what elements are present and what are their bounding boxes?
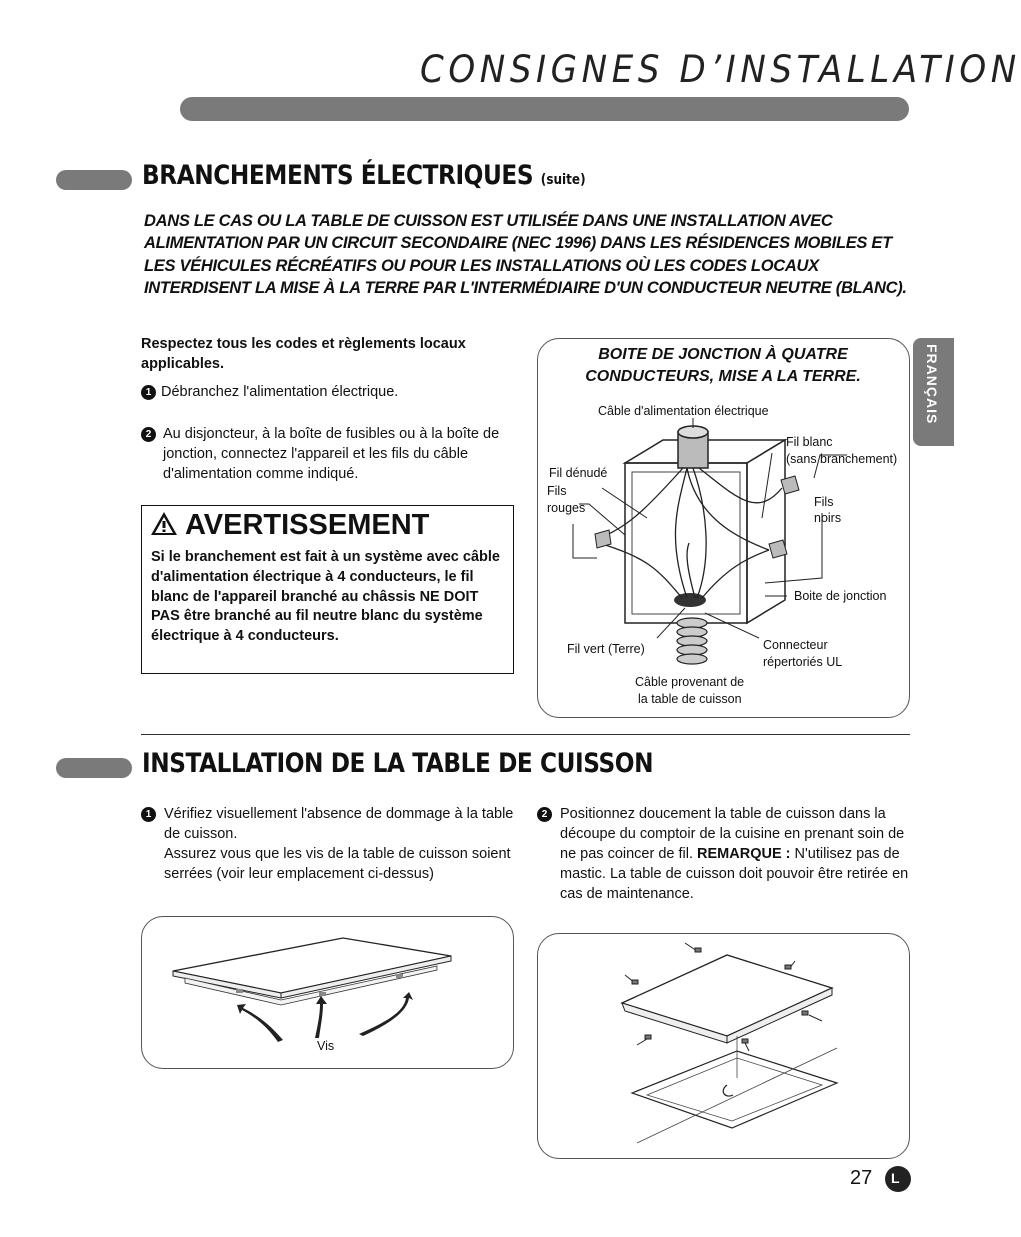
label-cooktop-cable-2: la table de cuisson <box>638 692 742 706</box>
label-white-wire: Fil blanc <box>786 435 833 449</box>
intro-paragraph: DANS LE CAS OU LA TABLE DE CUISSON EST UTILISÉE DANS UNE INSTALLATION AVEC ALIMENTATION PAR UN CIRCUIT SECONDAIRE (NEC 1996) DANS LES RÉSIDENCES MOBILES ET LES VÉHICULES RÉCRÉATIFS OU POUR LES INSTALLATIONS OÙ LES CODES LOCAUX INTERDISENT LA MISE À LA TERRE PAR L'INTERMÉDIAIRE D'UN CONDUCTEUR NEUTRE (BLANC). <box>144 212 907 297</box>
step-text: Positionnez doucement la table de cuisson dans la découpe du comptoir de la cuisine en prenant soin de ne pas coincer de fil. <box>560 806 905 862</box>
step-1 <box>141 382 521 402</box>
label-red-wires-2: rouges <box>547 501 586 515</box>
cooktop-placement-illustration <box>537 933 910 1159</box>
junction-box-illustration <box>537 338 910 718</box>
step-number: 1 <box>141 385 156 400</box>
warning-title <box>150 509 429 542</box>
warning-title-text: AVERTISSEMENT <box>184 509 430 541</box>
label-screw: Vis <box>317 1039 335 1053</box>
language-tab <box>913 338 954 446</box>
step-number: 1 <box>141 807 156 822</box>
label-connector: Connecteur <box>763 638 828 652</box>
label-black-wires: Fils <box>814 495 834 509</box>
section-marker <box>56 758 132 778</box>
step-text: Vérifiez visuellement l'absence de dommage à la table de cuisson. <box>164 806 514 842</box>
warning-text: Si le branchement est fait à un système avec câble d'alimentation électrique à 4 conducteurs, le fil blanc de l'appareil branché au châssis NE DOIT PAS être branché au fil neutre blanc du système électrique à 4 conducteurs. <box>151 549 500 645</box>
label-white-wire-note: (sans branchement) <box>786 452 898 466</box>
lg-logo <box>885 1166 911 1192</box>
label-red-wires: Fils <box>547 484 567 498</box>
section-divider <box>141 734 910 735</box>
label-green-wire: Fil vert (Terre) <box>567 642 645 656</box>
section-title-suffix: (suite) <box>540 172 586 188</box>
step-number: 2 <box>141 427 156 442</box>
section-title-text: BRANCHEMENTS ÉLECTRIQUES <box>142 160 534 191</box>
step-text-2: Assurez vous que les vis de la table de cuisson soient serrées (voir leur emplacement ci-dessus) <box>164 846 511 882</box>
step-2 <box>141 424 521 484</box>
warning-triangle-icon <box>150 511 178 536</box>
step-text: Débranchez l'alimentation électrique. <box>161 384 399 400</box>
language-tab-label: FRANÇAIS <box>924 344 940 425</box>
label-power-cable: Câble d'alimentation électrique <box>598 404 769 418</box>
header-bar <box>180 97 909 121</box>
remark-text: N'utilisez pas de mastic. La table de cuisson doit pouvoir être retirée en cas de maintenance. <box>560 846 909 902</box>
label-bare-wire: Fil dénudé <box>549 466 608 480</box>
install-step-1 <box>141 804 516 884</box>
label-junction-box: Boite de jonction <box>794 589 887 603</box>
step-number: 2 <box>537 807 552 822</box>
label-cooktop-cable: Câble provenant de <box>635 675 745 689</box>
codes-note: Respectez tous les codes et règlements locaux applicables. <box>141 336 466 372</box>
diagram-title: BOITE DE JONCTION À QUATRE CONDUCTEURS, MISE A LA TERRE. <box>585 346 861 385</box>
label-connector-2: répertoriés UL <box>763 655 843 669</box>
section-title-installation: INSTALLATION DE LA TABLE DE CUISSON <box>142 748 654 779</box>
warning-box <box>141 505 514 674</box>
label-black-wires-2: noirs <box>814 511 842 525</box>
step-text: Au disjoncteur, à la boîte de fusibles ou à la boîte de jonction, connectez l'appareil et les fils du câble d'alimentation comme indiqué. <box>163 426 500 482</box>
section-title-electrical <box>142 160 586 191</box>
install-step-2 <box>537 804 912 904</box>
lg-logo-text: L <box>891 1170 900 1186</box>
remark-label: REMARQUE : <box>697 846 791 862</box>
page-number: 27 <box>850 1167 873 1189</box>
page-header-title: CONSIGNES D’INSTALLATION <box>420 48 1021 91</box>
section-marker <box>56 170 132 190</box>
